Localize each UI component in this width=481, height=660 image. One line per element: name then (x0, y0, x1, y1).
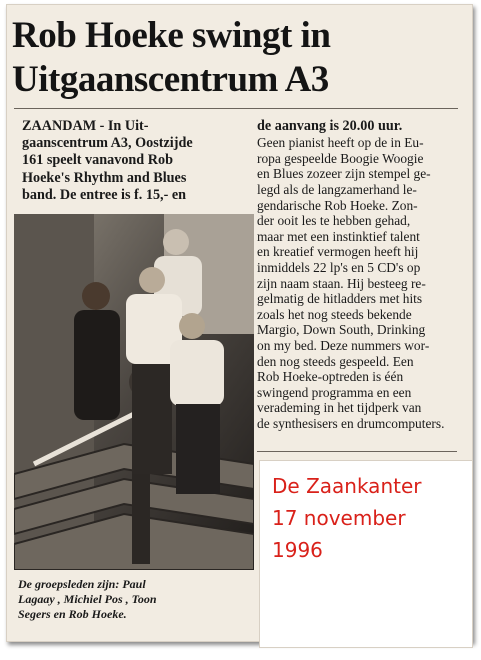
source-label (272, 470, 421, 566)
lead-line: Hoeke's Rhythm and Blues (22, 169, 187, 186)
body-line: Geen pianist heeft op de in Eu- (257, 135, 424, 151)
body-line: Margio, Down South, Drinking (257, 322, 426, 338)
body-line: gendarische Rob Hoeke. Zon- (257, 197, 418, 213)
body-line: zijn naam staan. Hij besteeg re- (257, 275, 426, 291)
body-line: maar met een instinktief talent (257, 228, 420, 244)
body-line: verademing in het tijdperk van (257, 400, 422, 416)
lead-line: ZAANDAM - In Uit- (22, 118, 149, 134)
headline-line-1: Rob Hoeke swingt in (12, 15, 331, 56)
band-photo-image (14, 214, 254, 570)
article-headline (12, 14, 462, 102)
photo-caption (18, 577, 254, 623)
lead-line: gaanscentrum A3, Oostzijde (22, 135, 193, 152)
article-end-rule (257, 451, 457, 452)
body-line: ropa gespeelde Boogie Woogie (257, 150, 424, 166)
body-line: de synthesisers en drumcomputers. (257, 415, 445, 431)
body-line: gelmatig de hitladders met hits (257, 291, 423, 307)
source-date: 17 november (272, 506, 406, 530)
band-photo (14, 214, 254, 570)
lead-line: band. De entree is f. 15,- en (22, 186, 187, 203)
source-publication: De Zaankanter (272, 474, 422, 498)
body-line: inmiddels 22 lp's en 5 CD's op (257, 259, 421, 275)
caption-line: De groepsleden zijn: Paul (18, 577, 146, 591)
article-lead (22, 118, 252, 204)
caption-line: Lagaay , Michiel Pos , Toon (18, 592, 157, 607)
caption-line: Segers en Rob Hoeke. (18, 607, 127, 622)
body-line: on my bed. Deze nummers wor- (257, 337, 430, 353)
headline-divider (14, 108, 458, 109)
body-line: en kreatief vermogen heeft hij (257, 244, 419, 260)
body-line: den nog steeds gespeeld. Een (257, 353, 414, 369)
headline-line-2: Uitgaanscentrum A3 (12, 59, 329, 100)
body-line: en Blues zozeer zijn stempel ge- (257, 166, 431, 182)
body-line: zoals het nog steeds bekende (257, 306, 412, 322)
lead-continued: de aanvang is 20.00 uur. (257, 118, 403, 134)
body-line: legd als de langzamerhand le- (257, 181, 417, 197)
body-line: swingend programma en een (257, 384, 412, 400)
article-body-column (257, 118, 462, 431)
source-year: 1996 (272, 538, 323, 562)
lead-line: 161 speelt vanavond Rob (22, 152, 173, 169)
body-line: Rob Hoeke-optreden is één (257, 369, 404, 385)
body-line: der ooit les te hebben gehad, (257, 213, 411, 229)
